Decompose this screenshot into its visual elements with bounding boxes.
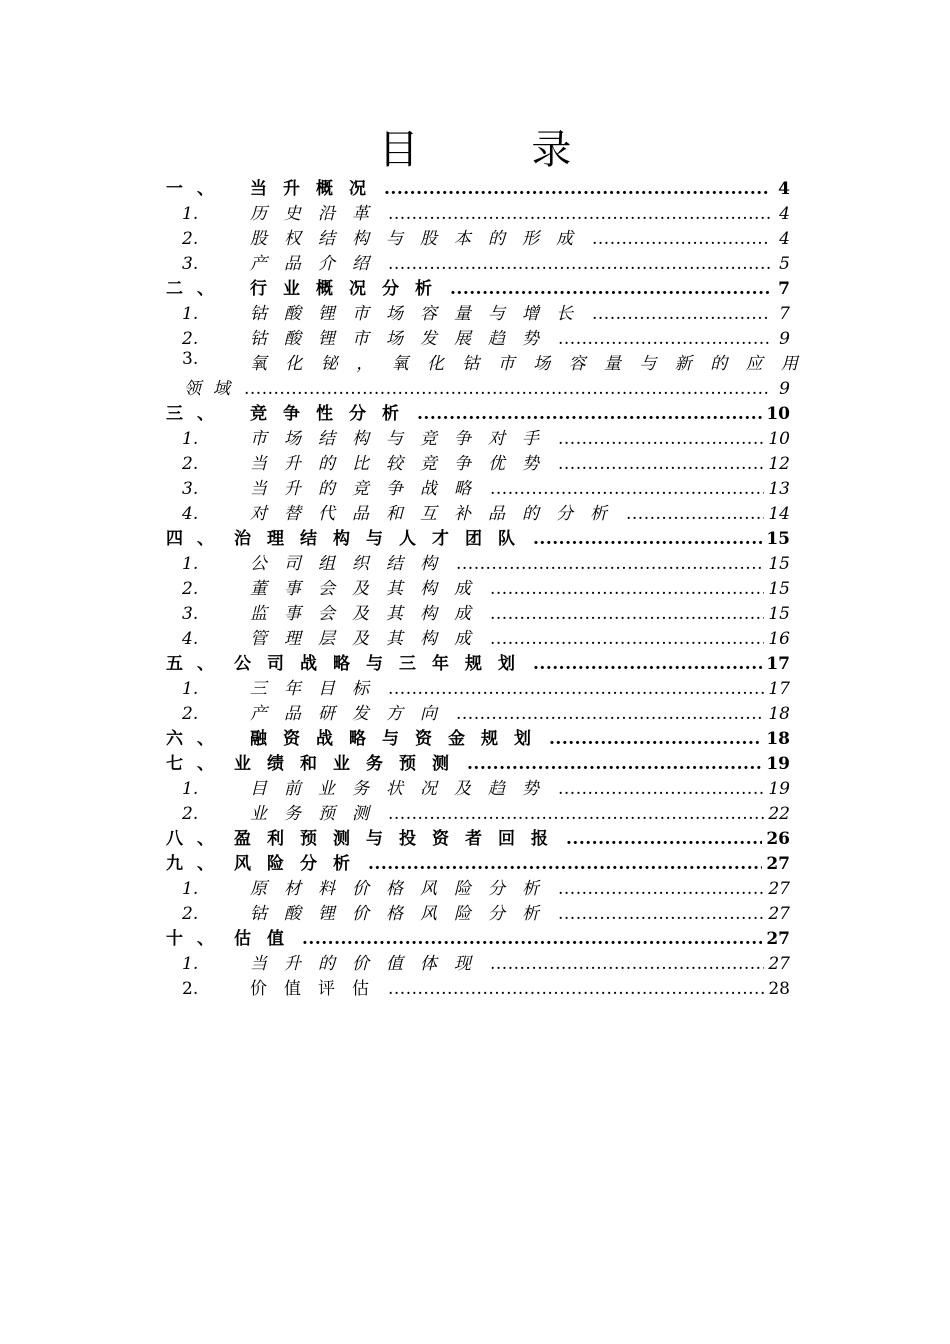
entry-number: 2. (182, 229, 199, 249)
entry-text: 当升的比较竞争优势 (250, 454, 556, 474)
entry-page: 26 (766, 829, 790, 849)
entry-text: 价值评估 (250, 979, 386, 999)
toc-title: 目 录 (378, 127, 622, 173)
dot-leader (533, 654, 762, 674)
dot-leader (388, 679, 764, 699)
toc-entry-7-1[interactable] (166, 774, 790, 799)
entry-text: 产品介绍 (250, 254, 386, 274)
toc-entry-10[interactable] (166, 924, 790, 949)
dot-leader (467, 754, 762, 774)
entry-number: 4. (182, 504, 199, 524)
toc-entry-4-2[interactable] (166, 574, 790, 599)
entry-page: 4 (778, 179, 790, 199)
toc-entry-7[interactable] (166, 749, 790, 774)
entry-number: 1. (182, 554, 199, 574)
toc-entry-7-2[interactable] (166, 799, 790, 824)
dot-leader (549, 729, 762, 749)
entry-text: 董事会及其构成 (250, 579, 488, 599)
entry-text: 业务预测 (250, 804, 386, 824)
entry-page: 9 (779, 379, 790, 399)
dot-leader (558, 904, 764, 924)
entry-number: 1. (182, 204, 199, 224)
entry-page: 10 (766, 404, 790, 424)
toc-entry-5-1[interactable] (166, 674, 790, 699)
dot-leader (626, 504, 764, 524)
entry-number: 1. (182, 954, 199, 974)
entry-text: 三年目标 (250, 679, 386, 699)
toc-entry-4-4[interactable] (166, 624, 790, 649)
entry-number: 九、 (166, 854, 228, 874)
entry-text: 钴酸锂市场发展趋势 (250, 329, 556, 349)
dot-leader (490, 629, 764, 649)
dot-leader (558, 779, 764, 799)
toc-entry-3-3[interactable] (166, 474, 790, 499)
toc-entry-4[interactable] (166, 524, 790, 549)
entry-number: 一、 (166, 179, 228, 199)
toc-entry-3-1[interactable] (166, 424, 790, 449)
toc-entry-9-2[interactable] (166, 899, 790, 924)
table-of-contents (166, 174, 817, 999)
entry-page: 14 (768, 504, 790, 524)
entry-number: 2. (182, 979, 199, 999)
entry-text: 市场结构与竞争对手 (250, 429, 556, 449)
entry-text: 融资战略与资金规划 (250, 729, 547, 749)
dot-leader (558, 329, 770, 349)
entry-page: 19 (768, 779, 790, 799)
entry-page: 17 (768, 679, 790, 699)
entry-text: 当升概况 (250, 179, 382, 199)
entry-text: 风险分析 (234, 854, 366, 874)
entry-page: 27 (768, 954, 790, 974)
dot-leader (456, 704, 764, 724)
entry-page: 22 (768, 804, 790, 824)
entry-page: 10 (768, 429, 790, 449)
entry-number: 1. (182, 679, 199, 699)
entry-page: 27 (766, 854, 790, 874)
entry-number: 五、 (166, 654, 228, 674)
dot-leader (558, 429, 764, 449)
toc-entry-8[interactable] (166, 824, 790, 849)
dot-leader (384, 179, 770, 199)
entry-page: 9 (779, 329, 790, 349)
entry-number: 六、 (166, 729, 228, 749)
entry-number: 2. (182, 579, 199, 599)
toc-entry-10-2[interactable] (166, 974, 790, 999)
dot-leader (302, 929, 762, 949)
toc-entry-3-4[interactable] (166, 499, 790, 524)
dot-leader (388, 254, 770, 274)
entry-page: 15 (768, 579, 790, 599)
toc-entry-5-2[interactable] (166, 699, 790, 724)
dot-leader (456, 554, 764, 574)
toc-entry-2-1[interactable] (166, 299, 790, 324)
entry-page: 5 (779, 254, 790, 274)
dot-leader (388, 979, 764, 999)
dot-leader (244, 379, 770, 399)
entry-number: 1. (182, 304, 199, 324)
entry-text: 治理结构与人才团队 (234, 529, 531, 549)
toc-entry-1-3[interactable] (166, 249, 790, 274)
dot-leader (533, 529, 762, 549)
entry-text: 业绩和业务预测 (234, 754, 465, 774)
entry-text: 竞争性分析 (250, 404, 415, 424)
toc-entry-1-2[interactable] (166, 224, 790, 249)
entry-text: 监事会及其构成 (250, 604, 488, 624)
toc-entry-3[interactable] (166, 399, 790, 424)
toc-entry-4-3[interactable] (166, 599, 790, 624)
entry-text: 钴酸锂市场容量与增长 (250, 304, 590, 324)
entry-page: 17 (766, 654, 790, 674)
dot-leader (592, 304, 770, 324)
entry-text: 盈利预测与投资者回报 (234, 829, 564, 849)
entry-number: 3. (182, 349, 199, 369)
dot-leader (388, 204, 770, 224)
entry-number: 2. (182, 329, 199, 349)
dot-leader (566, 829, 762, 849)
entry-text: 氧化铋，氧化钴市场容量与新的应用 (250, 354, 817, 374)
toc-entry-2-2[interactable] (166, 324, 790, 349)
entry-number: 二、 (166, 279, 228, 299)
entry-page: 27 (768, 904, 790, 924)
entry-text: 目前业务状况及趋势 (250, 779, 556, 799)
entry-number: 十、 (166, 929, 228, 949)
entry-page: 15 (768, 554, 790, 574)
toc-entry-1-1[interactable] (166, 199, 790, 224)
entry-number: 1. (182, 879, 199, 899)
entry-page: 27 (766, 929, 790, 949)
entry-number: 3. (182, 604, 199, 624)
entry-text: 钴酸锂价格风险分析 (250, 904, 556, 924)
entry-number: 四、 (166, 529, 228, 549)
dot-leader (490, 954, 764, 974)
entry-page: 15 (766, 529, 790, 549)
toc-entry-2-3-line2[interactable] (166, 374, 790, 399)
toc-entry-2-3-line1[interactable] (166, 349, 817, 374)
entry-number: 2. (182, 804, 199, 824)
entry-number: 三、 (166, 404, 228, 424)
entry-text: 股权结构与股本的形成 (250, 229, 590, 249)
entry-number: 1. (182, 779, 199, 799)
entry-page: 15 (768, 604, 790, 624)
dot-leader (558, 454, 764, 474)
entry-page: 28 (768, 979, 790, 999)
entry-text: 公司战略与三年规划 (234, 654, 531, 674)
entry-text: 估值 (234, 929, 300, 949)
toc-entry-10-1[interactable] (166, 949, 790, 974)
entry-number: 1. (182, 429, 199, 449)
entry-number: 4. (182, 629, 199, 649)
entry-page: 19 (766, 754, 790, 774)
toc-entry-2[interactable] (166, 274, 790, 299)
entry-number: 2. (182, 704, 199, 724)
dot-leader (490, 579, 764, 599)
entry-text: 行业概况分析 (250, 279, 448, 299)
entry-text: 管理层及其构成 (250, 629, 488, 649)
toc-entry-5[interactable] (166, 649, 790, 674)
entry-page: 4 (779, 229, 790, 249)
entry-text-continued: 领域 (184, 379, 242, 399)
entry-text: 当升的价值体现 (250, 954, 488, 974)
toc-entry-4-1[interactable] (166, 549, 790, 574)
entry-number: 2. (182, 454, 199, 474)
toc-entry-6[interactable] (166, 724, 790, 749)
entry-page: 18 (768, 704, 790, 724)
entry-text: 公司组织结构 (250, 554, 454, 574)
entry-number: 八、 (166, 829, 228, 849)
entry-text: 历史沿革 (250, 204, 386, 224)
entry-number: 3. (182, 254, 199, 274)
dot-leader (388, 804, 764, 824)
entry-text: 对替代品和互补品的分析 (250, 504, 624, 524)
dot-leader (558, 879, 764, 899)
entry-text: 当升的竞争战略 (250, 479, 488, 499)
entry-page: 4 (779, 204, 790, 224)
dot-leader (417, 404, 762, 424)
dot-leader (490, 604, 764, 624)
entry-page: 13 (768, 479, 790, 499)
entry-number: 2. (182, 904, 199, 924)
entry-page: 12 (768, 454, 790, 474)
toc-entry-9[interactable] (166, 849, 790, 874)
toc-entry-3-2[interactable] (166, 449, 790, 474)
entry-page: 7 (779, 304, 790, 324)
entry-page: 16 (768, 629, 790, 649)
dot-leader (450, 279, 770, 299)
entry-page: 18 (766, 729, 790, 749)
dot-leader (490, 479, 764, 499)
entry-number: 3. (182, 479, 199, 499)
entry-page: 7 (778, 279, 790, 299)
entry-text: 产品研发方向 (250, 704, 454, 724)
dot-leader (368, 854, 762, 874)
toc-entry-9-1[interactable] (166, 874, 790, 899)
toc-entry-1[interactable] (166, 174, 790, 199)
entry-page: 27 (768, 879, 790, 899)
entry-text: 原材料价格风险分析 (250, 879, 556, 899)
dot-leader (592, 229, 770, 249)
entry-number: 七、 (166, 754, 228, 774)
